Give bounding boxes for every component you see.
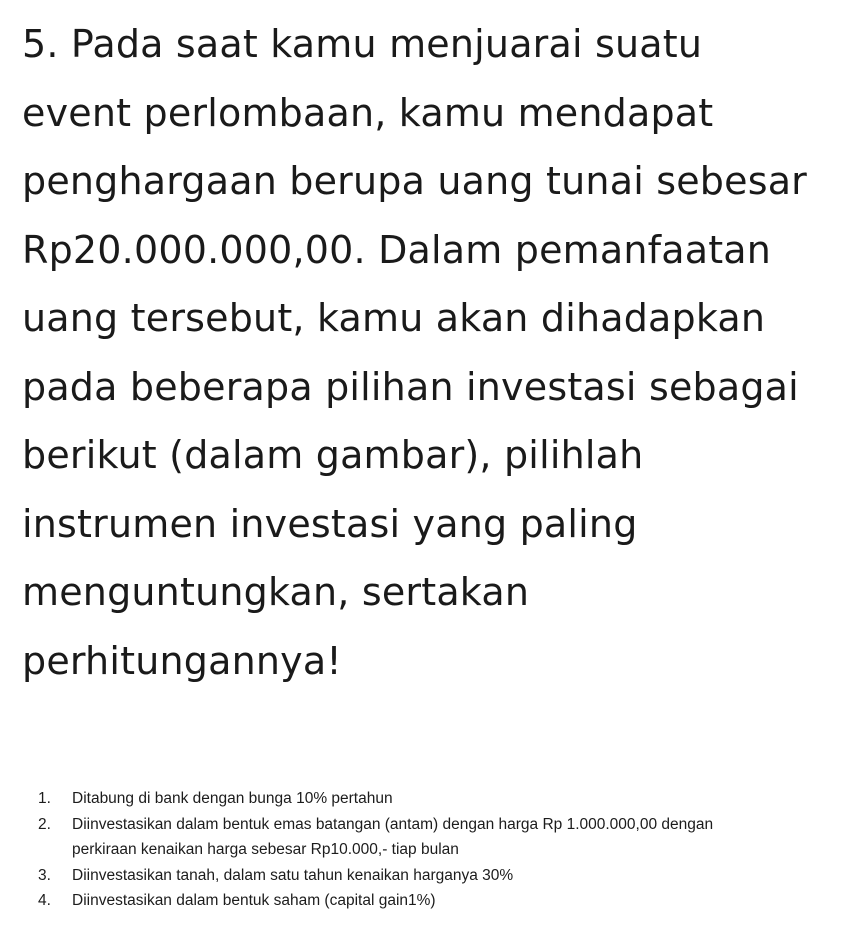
- option-number: 3.: [38, 866, 51, 884]
- option-text: [72, 812, 848, 863]
- option-item-2: [38, 812, 848, 863]
- question-text: [22, 10, 852, 695]
- option-text: [72, 888, 848, 914]
- option-number: 1.: [38, 790, 51, 807]
- option-text: [72, 863, 848, 889]
- question-line: Rp20.000.000,00. Dalam pemanfaatan: [22, 227, 772, 272]
- option-item-3: [38, 863, 848, 889]
- question-line: berikut (dalam gambar), pilihlah: [22, 433, 644, 477]
- option-item-4: [38, 888, 848, 914]
- question-line: uang tersebut, kamu akan dihadapkan: [22, 296, 766, 340]
- question-line: pada beberapa pilihan investasi sebagai: [22, 364, 799, 409]
- option-line: Diinvestasikan dalam bentuk emas batangan (antam) dengan harga Rp 1.000.000,00 dengan: [72, 815, 714, 833]
- question-line: perhitungannya!: [22, 638, 342, 683]
- option-line: Diinvestasikan tanah, dalam satu tahun kenaikan harganya 30%: [72, 866, 514, 884]
- question-line: penghargaan berupa uang tunai sebesar: [22, 159, 808, 203]
- question-line: menguntungkan, sertakan: [22, 570, 530, 614]
- option-number: 2.: [38, 815, 51, 833]
- option-line: perkiraan kenaikan harga sebesar Rp10.000,- tiap bulan: [72, 841, 459, 858]
- option-text: [72, 786, 848, 812]
- question-line: instrumen investasi yang paling: [22, 501, 638, 546]
- question-line: event perlombaan, kamu mendapat: [22, 90, 714, 135]
- investment-options-list: [38, 786, 848, 914]
- option-line: Ditabung di bank dengan bunga 10% pertahun: [72, 790, 393, 807]
- option-item-1: [38, 786, 848, 812]
- option-number: 4.: [38, 892, 51, 909]
- question-line: 5. Pada saat kamu menjuarai suatu: [22, 22, 703, 66]
- option-line: Diinvestasikan dalam bentuk saham (capital gain1%): [72, 892, 436, 909]
